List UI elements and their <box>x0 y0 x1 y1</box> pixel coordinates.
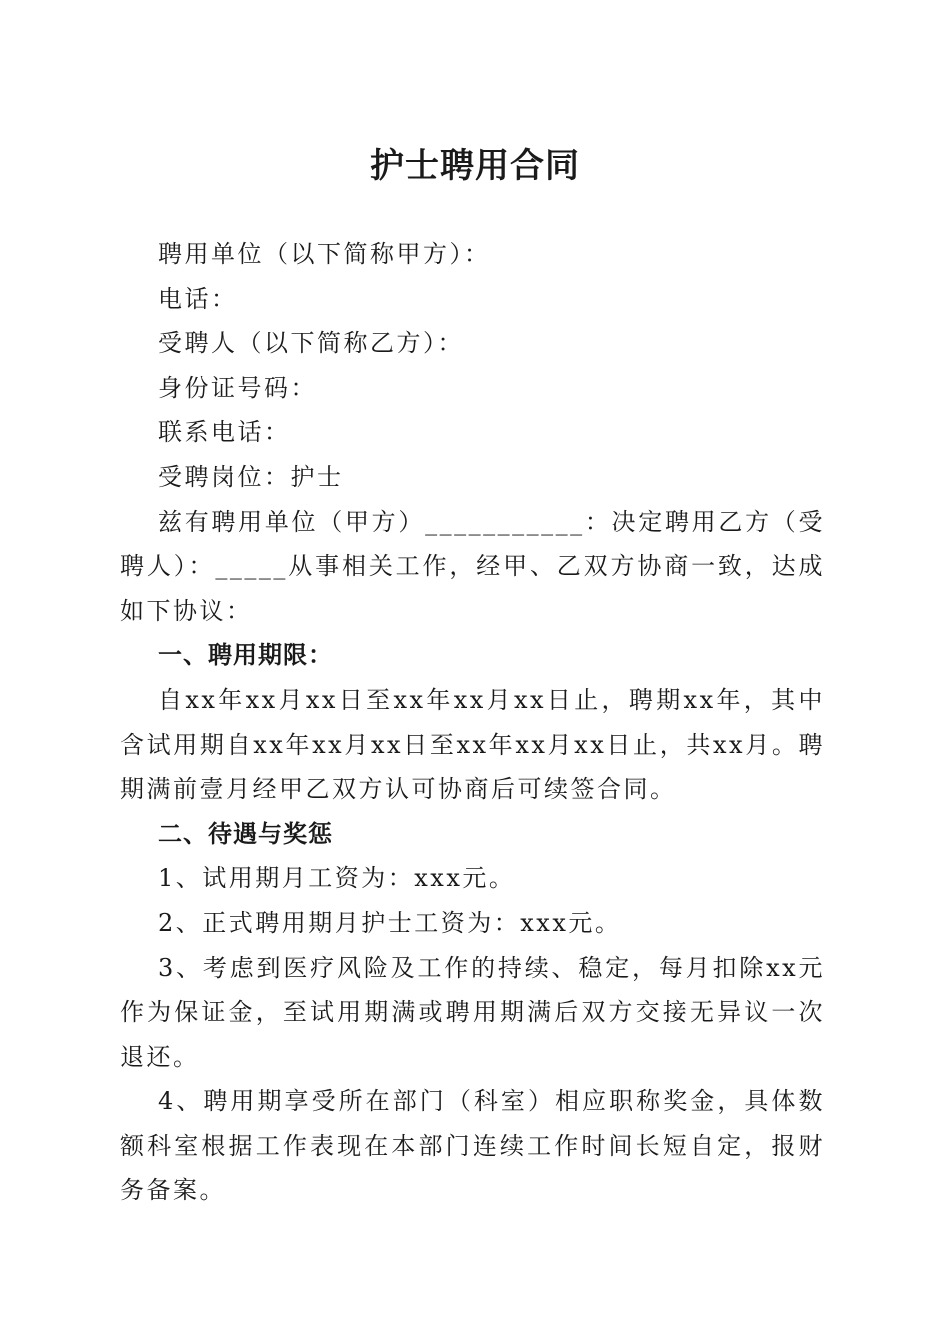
contact-phone-field: 联系电话： <box>158 418 291 447</box>
term-paragraph: 自xx年xx月xx日至xx年xx月xx日止，聘期xx年，其中含试用期自xx年xx月xx日至xx年xx月xx日止，共xx月。聘期满前壹月经甲乙双方认可协商后可续签合同。 <box>120 685 825 804</box>
compensation-item: 3、考虑到医疗风险及工作的持续、稳定，每月扣除xx元作为保证金，至试用期满或聘用期满后双方交接无异议一次退还。 <box>120 953 825 1071</box>
employee-field: 受聘人（以下简称乙方）： <box>158 329 464 358</box>
intro-paragraph: 兹有聘用单位（甲方）___________：决定聘用乙方（受聘人）：_____从事相关工作，经甲、乙双方协商一致，达成如下协议： <box>120 507 825 625</box>
phone-field: 电话： <box>158 284 238 313</box>
compensation-item: 1、试用期月工资为：xxx元。 <box>158 864 516 893</box>
compensation-item: 2、正式聘用期月护士工资为：xxx元。 <box>158 908 622 937</box>
section-heading-term: 一、聘用期限： <box>158 641 333 670</box>
document-title: 护士聘用合同 <box>370 146 580 186</box>
compensation-item: 4、聘用期享受所在部门（科室）相应职称奖金，具体数额科室根据工作表现在本部门连续工作时间长短自定，报财务备案。 <box>120 1087 825 1205</box>
document-body <box>120 232 825 1213</box>
position-field: 受聘岗位：护士 <box>158 462 344 491</box>
section-heading-compensation: 二、待遇与奖惩 <box>158 819 333 848</box>
employer-field: 聘用单位（以下简称甲方）： <box>158 240 491 268</box>
id-number-field: 身份证号码： <box>158 373 317 402</box>
